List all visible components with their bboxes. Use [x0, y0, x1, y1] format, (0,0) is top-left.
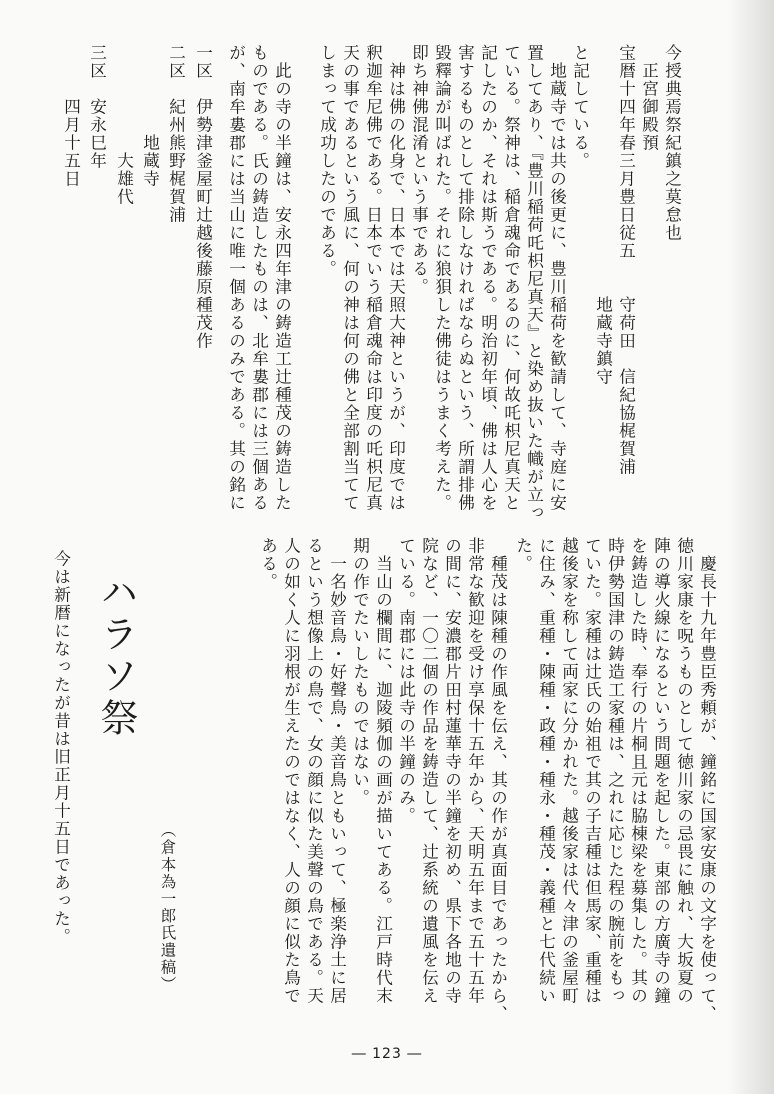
- text-column: ものである。氏の鋳造したものは、北牟婁郡には三個ある: [249, 44, 269, 512]
- text-column: 毀釋論が叫ばれた。それに狼狽した佛徒はうまく考えた。: [432, 44, 452, 512]
- text-column: ある。: [258, 537, 278, 591]
- text-column: 正宮御殿預: [639, 44, 659, 152]
- text-column: 二区 紀州熊野梶賀浦: [166, 44, 186, 224]
- text-column: の間に、安濃郡片田村蓮華寺の半鐘を初め、県下各地の寺: [442, 537, 462, 1005]
- author-credit: （倉本為一郎氏遺稿）: [158, 822, 177, 993]
- text-column: 三区 安永巳年: [87, 44, 107, 170]
- text-column: るという想像上の鳥で、女の顔に似た美聲の鳥である。天: [304, 537, 324, 1005]
- text-column: 期の作でたいしたものではない。: [350, 537, 370, 807]
- text-column: た。: [513, 537, 533, 573]
- text-column: 陣の導火線になるという問題を起した。東部の方廣寺の鐘: [651, 537, 671, 1005]
- text-column: 種茂は陳種の作風を伝え、其の作が真面目であったから、: [488, 537, 508, 1023]
- text-column: 今授典焉祭紀鎮之莫怠也: [662, 44, 682, 242]
- text-column: 地蔵寺では共の後更に、豊川稲荷を歓請して、寺庭に安: [547, 44, 567, 512]
- text-column: ている。祭神は、稲倉魂命であるのに、何故吒枳尼真天と: [501, 44, 521, 512]
- text-column: ていた。家種は辻氏の始祖で其の子吉種は但馬家、重種は: [582, 537, 602, 1005]
- text-column: 地蔵寺鎮守: [593, 44, 613, 386]
- text-column: 慶長十九年豊臣秀頼が、鐘銘に国家安康の文字を使って、: [697, 537, 717, 1023]
- text-column: 此の寺の半鐘は、安永四年津の鋳造工辻種茂の鋳造した: [272, 44, 292, 512]
- text-column: を鋳造した時、奉行の片桐且元は脇棟梁を募集した。其の: [628, 537, 648, 1005]
- text-column: 記したのか、それは斯うである。明治初年頃、佛は人心を: [478, 44, 498, 512]
- page-binding-shadow: [728, 0, 774, 1094]
- text-column: 宝暦十四年春三月豊日従五 守荷田 信紀協梶賀浦: [616, 44, 636, 476]
- text-column: 置してあり、『豊川稲荷吒枳尼真天』と染め抜いた幟が立っ: [524, 44, 544, 522]
- section-title: ハラソ祭: [94, 572, 138, 740]
- text-column: 当山の欄間に、迦陵頻伽の画が描いてある。江戸時代末: [373, 537, 393, 1005]
- text-column: 害するものとして排除しなければならぬという、所謂排佛: [455, 44, 475, 512]
- text-column: ている。南郡には此寺の半鐘のみ。: [396, 537, 416, 825]
- text-column: 大雄代: [114, 44, 134, 206]
- section-lead: 今は新暦になったが昔は旧正月十五日であった。: [51, 550, 71, 946]
- text-column: 院など、一〇二個の作品を鋳造して、辻系統の遺風を伝え: [419, 537, 439, 1005]
- text-column: 地蔵寺: [140, 44, 160, 188]
- text-column: と記している。: [570, 44, 590, 170]
- text-column: 神は佛の化身で、日本では天照大神というが、印度では: [386, 44, 406, 512]
- text-column: 即ち神佛混淆という事である。: [409, 44, 429, 296]
- page-number: ― 123 ―: [351, 1046, 423, 1062]
- text-column: 四月十五日: [61, 44, 81, 188]
- text-column: に住み、重種・陳種・政種・種永・種茂・義種と七代続い: [536, 537, 556, 1005]
- text-column: 釈迦牟尼佛である。日本でいう稲倉魂命は印度の吒枳尼真: [363, 44, 383, 512]
- text-column: 人の如く人に羽根が生えたのではなく、人の顔に似た鳥で: [281, 537, 301, 1005]
- text-column: 徳川家康を呪うものとして徳川家の忌畏に触れ、大坂夏の: [674, 537, 694, 1005]
- text-column: 時伊勢国津の鋳造工家種は、之れに応じた程の腕前をもっ: [605, 537, 625, 1005]
- text-column: 天の事であるという風に、何の神は何の佛と全部割当てて: [340, 44, 360, 512]
- text-column: 非常な歓迎を受け享保十五年から、天明五年まで五十五年: [465, 537, 485, 1005]
- text-column: 一区 伊勢津釜屋町辻越後藤原種茂作: [193, 44, 213, 350]
- text-column: 越後家を称して両家に分かれた。越後家は代々津の釜屋町: [559, 537, 579, 1005]
- text-column: 一名妙音鳥・好聲鳥・美音鳥ともいって、極楽浄土に居: [327, 537, 347, 1005]
- text-column: しまって成功したのである。: [317, 44, 337, 278]
- text-column: が、南牟婁郡には当山に唯一個あるのみである。其の銘に: [226, 44, 246, 512]
